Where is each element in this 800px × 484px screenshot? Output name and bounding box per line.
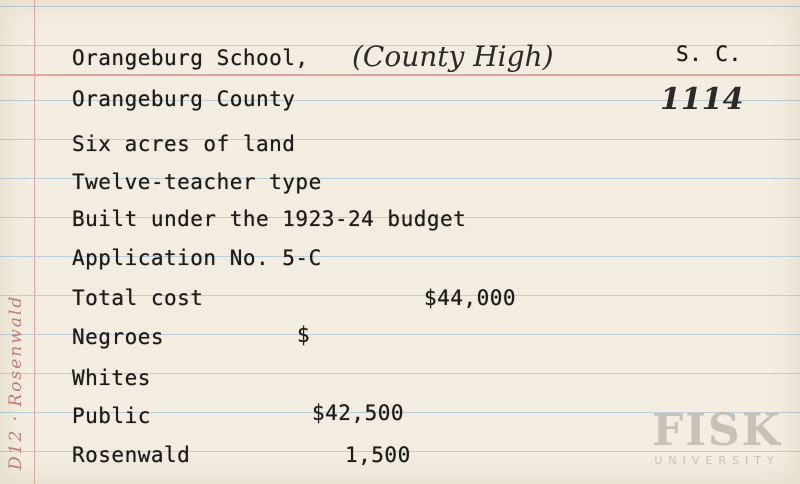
whites-label: Whites	[72, 366, 151, 390]
total-cost-value: $44,000	[424, 286, 517, 310]
negroes-label: Negroes	[72, 325, 165, 349]
land: Six acres of land	[72, 132, 296, 156]
fisk-watermark	[638, 405, 796, 468]
negroes-value: $	[297, 323, 311, 347]
county: Orangeburg County	[72, 87, 296, 111]
school-annotation: (County High)	[352, 40, 554, 73]
building-type: Twelve-teacher type	[72, 170, 322, 194]
state: S. C.	[676, 42, 742, 66]
watermark-sub: UNIVERSITY	[654, 454, 780, 467]
application-number: Application No. 5-C	[72, 246, 322, 270]
card-number: 1114	[660, 82, 744, 117]
watermark-main: FISK	[652, 405, 782, 456]
school-name: Orangeburg School,	[72, 46, 309, 70]
total-cost-label: Total cost	[72, 286, 204, 310]
public-value: $42,500	[312, 401, 405, 425]
rosenwald-value: 1,500	[345, 443, 411, 467]
rosenwald-label: Rosenwald	[72, 443, 191, 467]
header-rule	[0, 74, 800, 76]
margin-note: D12 · Rosenwald	[6, 294, 26, 470]
public-label: Public	[72, 404, 151, 428]
budget-year: Built under the 1923-24 budget	[72, 207, 467, 231]
